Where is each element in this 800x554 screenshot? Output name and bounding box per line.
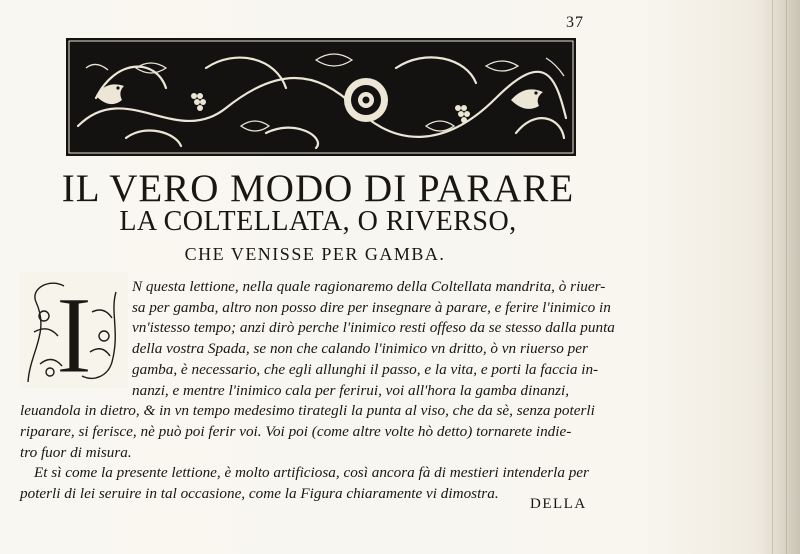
text-line: tro fuor di misura.: [20, 443, 132, 461]
text-line: nanzi, e mentre l'inimico cala per ferirui, voi all'hora la gamba dinanzi,: [132, 381, 570, 399]
page-edge-line: [786, 0, 787, 554]
page-number: 37: [566, 14, 584, 31]
text-line: Et sì come la presente lettione, è molto artificiosa, così ancora fà di mestieri intenderla per: [34, 464, 589, 482]
catchword: DELLA: [530, 496, 587, 512]
text-line: poterli di lei seruire in tal occasione, come la Figura chiaramente vi dimostra.: [20, 485, 499, 502]
chapter-title-line-3: CHE VENISSE PER GAMBA.: [184, 244, 446, 264]
initial-letter-glyph: I: [55, 274, 93, 388]
text-line: della vostra Spada, se non che calando l'inimico vn dritto, ò vn riuerso per: [132, 340, 588, 358]
text-line: riparare, si ferisce, nè può poi ferir voi. Voi poi (come altre volte hò detto) tornarete indie-: [20, 422, 572, 440]
decorated-initial-letter: [20, 272, 128, 388]
text-line: leuandola in dietro, & in vn tempo medesimo tirategli la punta al viso, che da sè, senza poterli: [20, 402, 595, 420]
page-gutter-shadow: [758, 0, 800, 554]
page-edge-line: [772, 0, 773, 554]
rose-ornament: [344, 78, 388, 122]
woodcut-headpiece-ornament: [66, 38, 576, 156]
text-line: vn'istesso tempo; anzi dirò perche l'inimico resti offeso da se stesso dalla punta: [132, 319, 615, 337]
text-line: sa per gamba, altro non posso dire per insegnare à parare, e ferire l'inimico in: [132, 298, 611, 316]
text-line: gamba, è necessario, che egli allunghi il passo, e la vita, e porti la faccia in-: [132, 360, 599, 378]
chapter-title-line-1: IL VERO MODO DI PARARE: [61, 167, 575, 210]
chapter-title-line-2: LA COLTELLATA, O RIVERSO,: [119, 206, 517, 237]
text-line: N questa lettione, nella quale ragionaremo della Coltellata mandrita, ò riuer-: [132, 278, 606, 295]
